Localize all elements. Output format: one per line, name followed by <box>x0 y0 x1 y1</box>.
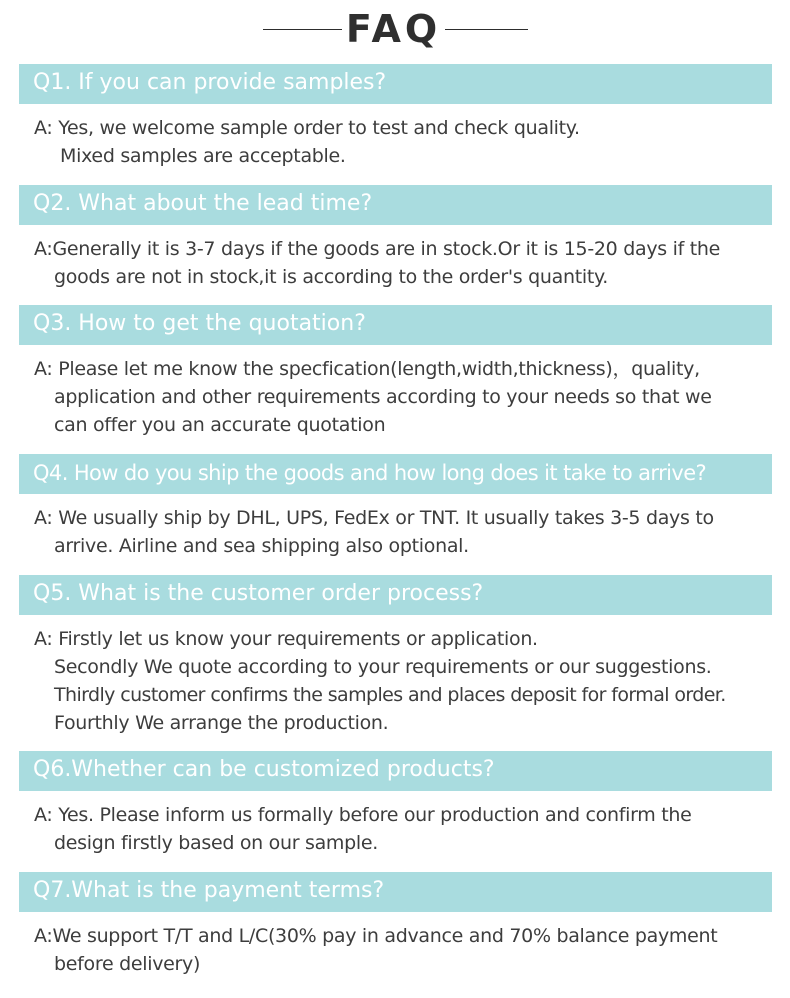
faq-answer-6 <box>34 801 776 857</box>
faq-question-3 <box>19 305 772 345</box>
question-text: Q1. If you can provide samples? <box>33 70 387 95</box>
answer-line: before delivery) <box>54 953 201 975</box>
faq-question-6 <box>19 751 772 791</box>
header-divider-left <box>263 29 342 30</box>
answer-line: A: Please let me know the specfication(length,width,thickness)，quality, <box>34 358 700 380</box>
header-divider-right <box>445 29 528 30</box>
faq-answer-4 <box>34 504 776 560</box>
faq-question-7 <box>19 872 772 912</box>
answer-line: application and other requirements according to your needs so that we <box>54 386 712 408</box>
question-text: Q2. What about the lead time? <box>33 191 373 216</box>
page-title: FAQ <box>345 7 442 51</box>
answer-line: goods are not in stock,it is according to the order's quantity. <box>54 266 608 288</box>
faq-answer-3 <box>34 355 776 439</box>
question-text: Q4. How do you ship the goods and how long does it take to arrive? <box>33 461 707 485</box>
answer-line: Mixed samples are acceptable. <box>60 145 346 167</box>
faq-header <box>0 0 790 62</box>
answer-line: Thirdly customer confirms the samples and places deposit for formal order. <box>54 684 726 706</box>
faq-question-2 <box>19 185 772 225</box>
faq-answer-2 <box>34 235 776 291</box>
faq-question-4 <box>19 454 772 494</box>
faq-question-1 <box>19 64 772 104</box>
question-text: Q7.What is the payment terms? <box>33 878 385 903</box>
answer-line: Fourthly We arrange the production. <box>54 712 389 734</box>
faq-answer-7 <box>34 922 776 978</box>
answer-line: arrive. Airline and sea shipping also optional. <box>54 535 469 557</box>
faq-answer-1 <box>34 114 776 170</box>
faq-question-5 <box>19 575 772 615</box>
question-text: Q3. How to get the quotation? <box>33 311 366 336</box>
faq-answer-5 <box>34 625 776 737</box>
answer-line: A:We support T/T and L/C(30% pay in advance and 70% balance payment <box>34 925 718 947</box>
answer-line: A:Generally it is 3-7 days if the goods are in stock.Or it is 15-20 days if the <box>34 238 720 260</box>
answer-line: can offer you an accurate quotation <box>54 414 386 436</box>
question-text: Q6.Whether can be customized products? <box>33 757 495 782</box>
answer-line: A: Yes. Please inform us formally before our production and confirm the <box>34 804 692 826</box>
answer-line: design firstly based on our sample. <box>54 832 378 854</box>
answer-line: Secondly We quote according to your requirements or our suggestions. <box>54 656 712 678</box>
answer-line: A: Firstly let us know your requirements or application. <box>34 628 538 650</box>
answer-line: A: We usually ship by DHL, UPS, FedEx or TNT. It usually takes 3-5 days to <box>34 507 714 529</box>
answer-line: A: Yes, we welcome sample order to test and check quality. <box>34 117 580 139</box>
question-text: Q5. What is the customer order process? <box>33 581 484 606</box>
